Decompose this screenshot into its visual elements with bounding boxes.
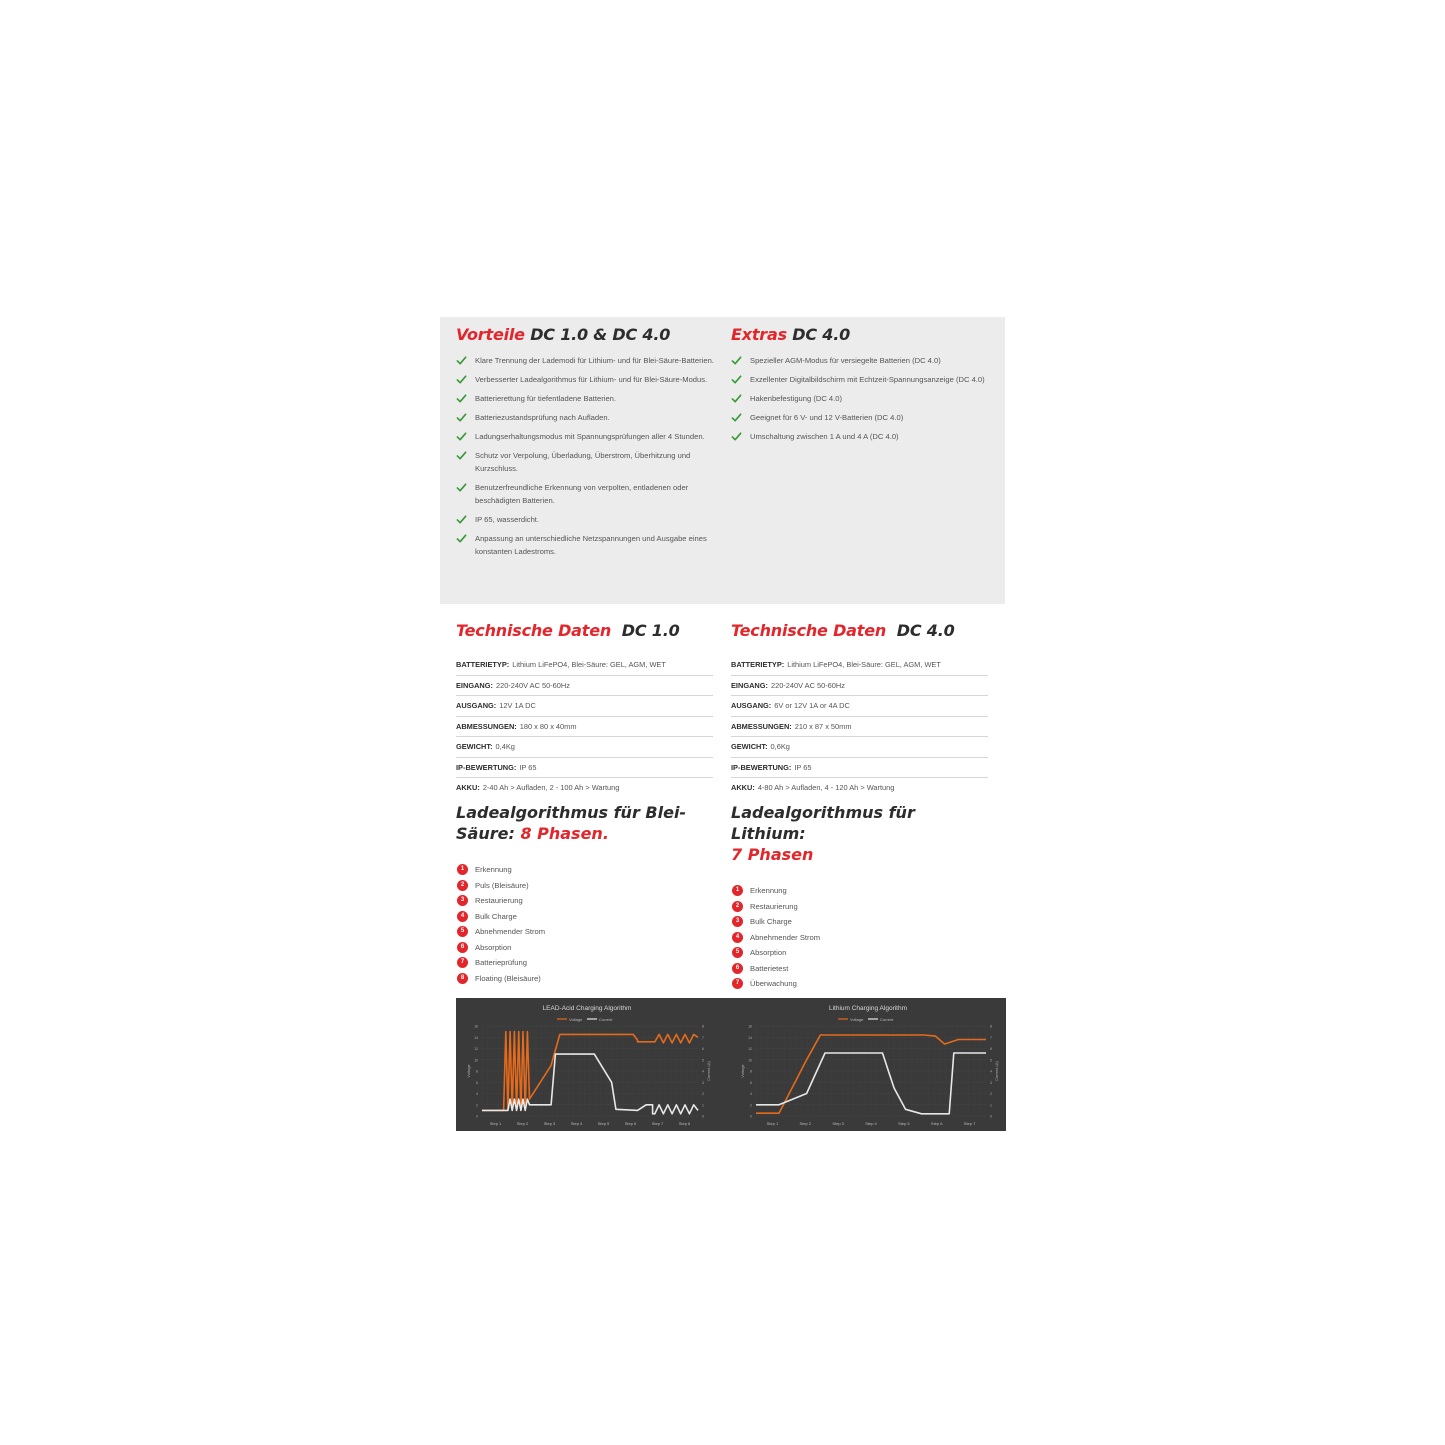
spec-value: Lithium LiFePO4, Blei-Säure: GEL, AGM, WET	[512, 660, 666, 669]
x-tick-label: Step 8	[678, 1121, 691, 1126]
phase-item	[731, 901, 981, 917]
checkmark-icon	[456, 514, 467, 525]
feature-text: Schutz vor Verpolung, Überladung, Überstrom, Überhitzung und Kurzschluss.	[475, 451, 691, 473]
phase-item	[456, 973, 706, 989]
checkmark-icon	[456, 533, 467, 544]
phase-label: Floating (Bleisäure)	[475, 973, 541, 983]
y2-axis-label: Current (A)	[994, 1061, 999, 1081]
phase-item	[456, 911, 706, 927]
feature-item	[731, 373, 993, 386]
y-tick-label: 8	[750, 1069, 752, 1074]
y2-tick-label: 3	[702, 1080, 704, 1085]
tech-dc1-section	[456, 621, 713, 799]
algo-lead-section	[456, 802, 706, 988]
phase-item	[731, 947, 981, 963]
spec-label: ABMESSUNGEN:	[456, 721, 517, 731]
x-tick-label: Step 4	[570, 1121, 583, 1126]
phase-item	[456, 880, 706, 896]
phase-label: Abnehmender Strom	[750, 932, 821, 942]
feature-item	[456, 354, 718, 367]
x-tick-label: Step 2	[799, 1121, 812, 1126]
phase-item	[731, 932, 981, 948]
phase-item	[456, 895, 706, 911]
spec-row-gewicht	[456, 737, 713, 758]
feature-text: Hakenbefestigung (DC 4.0)	[750, 394, 843, 403]
feature-text: Umschaltung zwischen 1 A und 4 A (DC 4.0)	[750, 432, 899, 441]
feature-text: Benutzerfreundliche Erkennung von verpolten, entladenen oder beschädigten Batterien.	[475, 483, 689, 505]
phase-label: Überwachung	[750, 979, 797, 988]
feature-item	[731, 411, 993, 424]
y-tick-label: 6	[750, 1080, 752, 1085]
spec-label: GEWICHT:	[456, 742, 493, 751]
extras-heading	[731, 325, 993, 344]
charging-charts	[456, 998, 1006, 1131]
feature-text: Anpassung an unterschiedliche Netzspannungen und Ausgabe eines konstanten Ladestroms.	[475, 534, 707, 556]
feature-item	[456, 513, 718, 526]
legend-current-label: Current	[599, 1017, 613, 1022]
phase-number-badge: 8	[457, 973, 468, 984]
spec-label: AUSGANG:	[731, 701, 772, 710]
algo-lithium-title-dark: Ladealgorithmus für Lithium:	[731, 803, 915, 843]
chart-legend	[557, 1017, 613, 1022]
phase-number-badge: 7	[732, 978, 743, 989]
feature-item	[456, 373, 718, 386]
spec-label: BATTERIETYP:	[731, 660, 785, 669]
vorteile-heading-dark: DC 1.0 & DC 4.0	[530, 325, 671, 344]
y2-tick-label: 7	[702, 1035, 704, 1040]
spec-value: 12V 1A DC	[499, 701, 536, 710]
y2-tick-label: 1	[990, 1103, 992, 1108]
y-tick-label: 2	[476, 1103, 478, 1108]
chart-2	[740, 1005, 999, 1126]
y-tick-label: 8	[476, 1069, 478, 1074]
x-tick-label: Step 5	[597, 1121, 610, 1126]
y-axis-label: Voltage	[466, 1064, 471, 1078]
y2-axis-label: Current (A)	[706, 1061, 711, 1081]
tech-dc4-heading	[731, 621, 988, 640]
x-tick-label: Step 6	[930, 1121, 943, 1126]
y-axis-label: Voltage	[740, 1064, 745, 1078]
algo-lead-title	[456, 802, 706, 844]
phase-number-badge: 2	[457, 880, 468, 891]
phase-number-badge: 3	[732, 916, 743, 927]
phase-number-badge: 4	[732, 932, 743, 943]
spec-label: IP-BEWERTUNG:	[731, 762, 792, 772]
feature-item	[456, 532, 718, 558]
spec-value: 210 x 87 x 50mm	[794, 721, 852, 731]
phase-label: Absorption	[475, 942, 512, 952]
phase-label: Restaurierung	[750, 901, 798, 911]
y2-tick-label: 0	[990, 1114, 992, 1119]
extras-list	[731, 354, 993, 443]
feature-item	[456, 392, 718, 405]
spec-value: 0,6Kg	[770, 742, 790, 751]
feature-text: Klare Trennung der Lademodi für Lithium- und für Blei-Säure-Batterien.	[475, 356, 714, 365]
vorteile-list	[456, 354, 718, 558]
spec-value: 180 x 80 x 40mm	[519, 721, 577, 731]
chart-legend	[838, 1017, 894, 1022]
x-tick-label: Step 4	[865, 1121, 877, 1126]
feature-item	[456, 430, 718, 443]
spec-row-batterietyp	[731, 655, 988, 676]
phase-label: Erkennung	[750, 886, 787, 895]
feature-text: Geeignet für 6 V- und 12 V-Batterien (DC 4.0)	[750, 413, 904, 422]
phase-number-badge: 1	[457, 864, 468, 875]
y2-tick-label: 6	[990, 1047, 992, 1051]
extras-section	[731, 325, 993, 449]
tech-dc1-heading-dark: DC 1.0	[621, 621, 680, 640]
vorteile-heading	[456, 325, 718, 344]
spec-value: 4-80 Ah > Aufladen, 4 - 120 Ah > Wartung	[757, 783, 895, 792]
spec-label: AUSGANG:	[456, 701, 497, 710]
feature-item	[456, 411, 718, 424]
x-tick-label: Step 5	[898, 1121, 910, 1126]
phase-label: Restaurierung	[475, 896, 523, 905]
checkmark-icon	[731, 431, 742, 442]
checkmark-icon	[456, 374, 467, 385]
y-tick-label: 2	[750, 1103, 752, 1108]
spec-label: ABMESSUNGEN:	[731, 721, 792, 731]
y2-tick-label: 4	[990, 1069, 992, 1074]
tech-dc1-heading	[456, 621, 713, 640]
algo-lithium-title-red: 7 Phasen	[731, 845, 814, 864]
x-tick-label: Step 3	[543, 1121, 556, 1126]
spec-row-akku	[731, 778, 988, 799]
y2-tick-label: 0	[702, 1114, 704, 1119]
phase-item	[456, 926, 706, 942]
x-tick-label: Step 7	[651, 1121, 664, 1126]
phase-item	[456, 957, 706, 973]
spec-row-gewicht	[731, 737, 988, 758]
y-tick-label: 0	[476, 1114, 478, 1119]
y2-tick-label: 2	[702, 1092, 704, 1096]
checkmark-icon	[456, 431, 467, 442]
lithium-phase-list	[731, 885, 981, 994]
spec-value: IP 65	[519, 762, 537, 772]
algo-lead-title-red: 8 Phasen.	[520, 824, 609, 843]
spec-label: GEWICHT:	[731, 742, 768, 751]
phase-label: Abnehmender Strom	[475, 927, 546, 936]
phase-number-badge: 6	[457, 942, 468, 953]
phase-label: Erkennung	[475, 865, 512, 874]
feature-text: Batteriezustandsprüfung nach Aufladen.	[475, 413, 610, 422]
phase-label: Batterieprüfung	[475, 958, 527, 967]
y-tick-label: 0	[750, 1114, 752, 1119]
phase-number-badge: 3	[457, 895, 468, 906]
y-tick-label: 14	[474, 1035, 478, 1040]
checkmark-icon	[731, 393, 742, 404]
x-tick-label: Step 1	[489, 1121, 502, 1126]
checkmark-icon	[731, 412, 742, 423]
feature-text: Verbesserter Ladealgorithmus für Lithium- und für Blei-Säure-Modus.	[475, 375, 708, 384]
spec-label: AKKU:	[731, 783, 755, 792]
phase-item	[731, 916, 981, 932]
phase-label: Bulk Charge	[750, 917, 792, 926]
feature-item	[456, 481, 718, 507]
y2-tick-label: 2	[990, 1092, 992, 1096]
spec-row-ip-bewertung	[456, 758, 713, 779]
extras-heading-red: Extras	[731, 325, 787, 344]
vorteile-section	[456, 325, 718, 564]
phase-item	[731, 963, 981, 979]
legend-current-label: Current	[880, 1017, 894, 1022]
phase-number-badge: 6	[732, 963, 743, 974]
algo-lithium-title	[731, 802, 981, 865]
spec-row-ip-bewertung	[731, 758, 988, 779]
phase-number-badge: 5	[732, 947, 743, 958]
feature-text: Spezieller AGM-Modus für versiegelte Batterien (DC 4.0)	[750, 356, 941, 365]
chart-title: Lithium Charging Algorithm	[828, 1005, 908, 1012]
tech-dc4-heading-dark: DC 4.0	[896, 621, 955, 640]
y-tick-label: 12	[748, 1047, 752, 1051]
y-tick-label: 6	[476, 1080, 478, 1085]
feature-text: IP 65, wasserdicht.	[475, 515, 540, 524]
spec-value: Lithium LiFePO4, Blei-Säure: GEL, AGM, WET	[787, 660, 941, 669]
phase-label: Batterietest	[750, 963, 789, 973]
features-panel	[440, 317, 1005, 604]
phase-number-badge: 5	[457, 926, 468, 937]
checkmark-icon	[456, 355, 467, 366]
checkmark-icon	[456, 393, 467, 404]
phase-number-badge: 2	[732, 901, 743, 912]
tech-dc1-heading-red: Technische Daten	[456, 621, 612, 640]
algo-lithium-section	[731, 802, 981, 994]
phase-number-badge: 1	[732, 885, 743, 896]
phase-label: Bulk Charge	[475, 911, 517, 921]
y2-tick-label: 4	[702, 1069, 704, 1074]
y-tick-label: 4	[750, 1092, 752, 1096]
spec-value: 220-240V AC 50-60Hz	[495, 680, 570, 690]
spec-label: EINGANG:	[731, 680, 768, 690]
extras-heading-dark: DC 4.0	[792, 325, 851, 344]
spec-row-ausgang	[456, 696, 713, 717]
y2-tick-label: 1	[702, 1103, 704, 1108]
spec-value: 0,4Kg	[495, 742, 515, 751]
spec-value: 220-240V AC 50-60Hz	[770, 680, 845, 690]
y2-tick-label: 6	[702, 1047, 704, 1051]
y2-tick-label: 3	[990, 1080, 992, 1085]
spec-label: AKKU:	[456, 783, 480, 792]
chart-title: LEAD-Acid Charging Algorithm	[542, 1005, 632, 1012]
phase-item	[731, 978, 981, 994]
y2-tick-label: 5	[990, 1058, 992, 1063]
x-tick-label: Step 7	[963, 1121, 976, 1126]
y-tick-label: 14	[748, 1035, 752, 1040]
spec-row-abmessungen	[456, 717, 713, 738]
feature-item	[731, 354, 993, 367]
legend-voltage-label: Voltage	[569, 1017, 583, 1022]
y-tick-label: 4	[476, 1092, 478, 1096]
spec-value: IP 65	[794, 762, 812, 772]
y-tick-label: 12	[474, 1047, 478, 1051]
vorteile-heading-red: Vorteile	[456, 325, 525, 344]
tech-dc4-table	[731, 655, 988, 799]
feature-text: Exzellenter Digitalbildschirm mit Echtzeit-Spannungsanzeige (DC 4.0)	[750, 375, 985, 384]
spec-row-batterietyp	[456, 655, 713, 676]
chart-grid	[756, 1026, 986, 1116]
x-tick-label: Step 3	[832, 1121, 844, 1126]
phase-item	[731, 885, 981, 901]
chart-1	[466, 1005, 711, 1126]
phase-label: Absorption	[750, 948, 787, 957]
spec-label: BATTERIETYP:	[456, 660, 510, 669]
x-tick-label: Step 6	[624, 1121, 637, 1126]
checkmark-icon	[456, 412, 467, 423]
spec-row-eingang	[731, 676, 988, 697]
phase-item	[456, 942, 706, 958]
feature-item	[731, 392, 993, 405]
checkmark-icon	[731, 355, 742, 366]
spec-row-akku	[456, 778, 713, 799]
checkmark-icon	[456, 482, 467, 493]
y2-tick-label: 8	[702, 1024, 704, 1029]
phase-number-badge: 7	[457, 957, 468, 968]
feature-item	[731, 430, 993, 443]
checkmark-icon	[731, 374, 742, 385]
y-tick-label: 16	[474, 1024, 478, 1029]
tech-dc4-heading-red: Technische Daten	[731, 621, 887, 640]
algo-lead-title-dark: Ladealgorithmus für Blei-Säure:	[456, 803, 687, 843]
y-tick-label: 10	[748, 1058, 752, 1063]
spec-row-eingang	[456, 676, 713, 697]
tech-dc4-section	[731, 621, 988, 799]
phase-label: Puls (Bleisäure)	[475, 880, 529, 890]
y-tick-label: 16	[748, 1024, 752, 1029]
spec-row-ausgang	[731, 696, 988, 717]
y2-tick-label: 7	[990, 1035, 992, 1040]
phase-number-badge: 4	[457, 911, 468, 922]
y-tick-label: 10	[474, 1058, 478, 1063]
feature-item	[456, 449, 718, 475]
tech-dc1-table	[456, 655, 713, 799]
spec-value: 2-40 Ah > Aufladen, 2 - 100 Ah > Wartung	[482, 783, 620, 792]
spec-label: IP-BEWERTUNG:	[456, 762, 517, 772]
checkmark-icon	[456, 450, 467, 461]
spec-label: EINGANG:	[456, 680, 493, 690]
x-tick-label: Step 2	[516, 1121, 529, 1126]
phase-item	[456, 864, 706, 880]
feature-text: Batterierettung für tiefentladene Batterien.	[475, 394, 616, 403]
feature-text: Ladungserhaltungsmodus mit Spannungsprüfungen aller 4 Stunden.	[475, 432, 705, 441]
lead-phase-list	[456, 864, 706, 988]
spec-row-abmessungen	[731, 717, 988, 738]
y2-tick-label: 5	[702, 1058, 704, 1063]
spec-value: 6V or 12V 1A or 4A DC	[774, 701, 850, 710]
legend-voltage-label: Voltage	[850, 1017, 864, 1022]
x-tick-label: Step 1	[766, 1121, 779, 1126]
charging-charts-svg	[456, 998, 1006, 1131]
y2-tick-label: 8	[990, 1024, 992, 1029]
